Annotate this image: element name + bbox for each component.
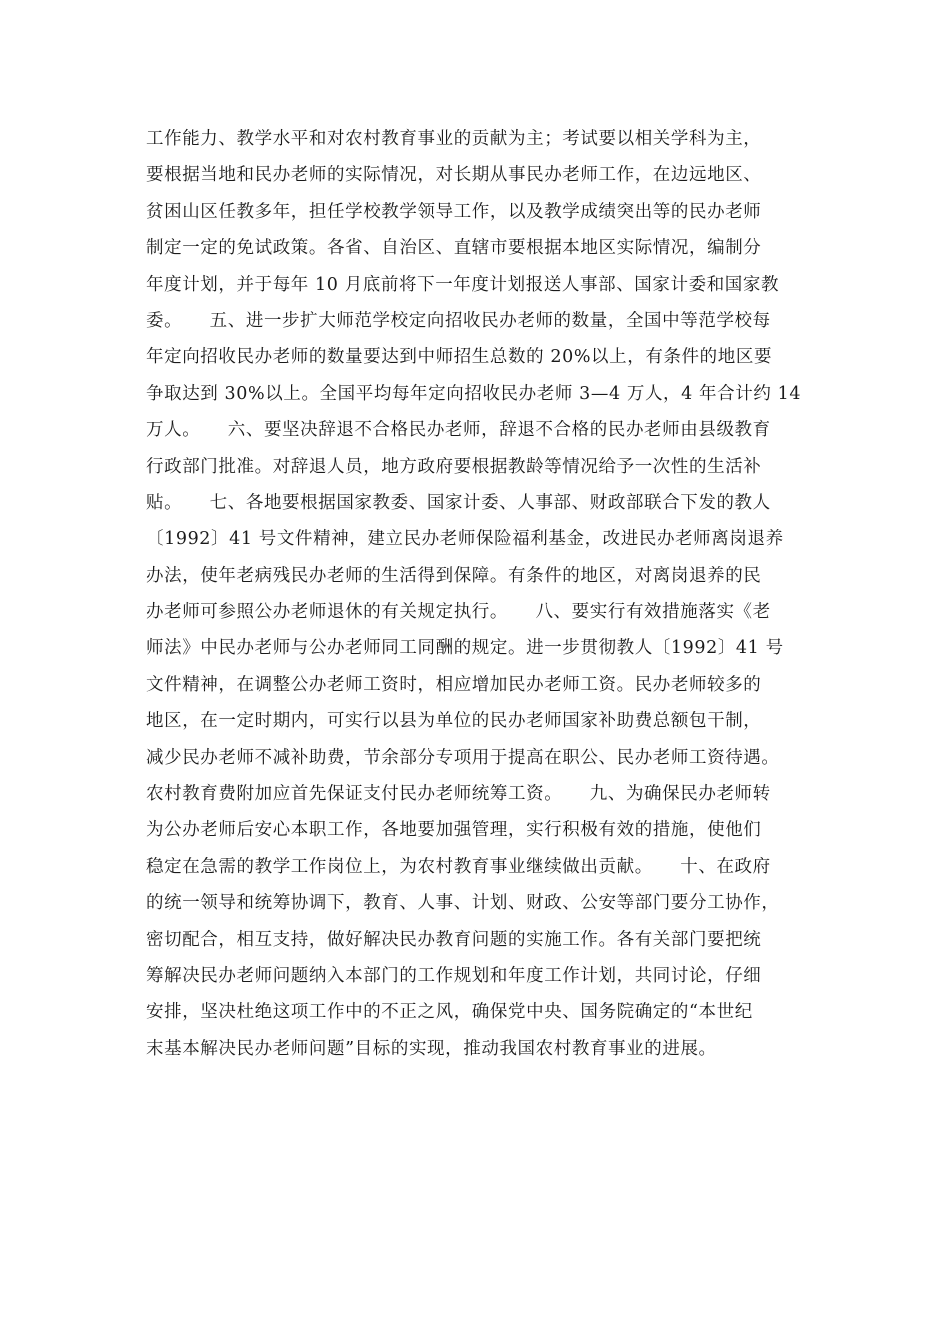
- text-line: 办老师可参照公办老师退休的有关规定执行。 八、要实行有效措施落实《老: [146, 602, 771, 623]
- text-line: 文件精神，在调整公办老师工资时，相应增加民办老师工资。民办老师较多的: [146, 674, 762, 695]
- text-line: 办法，使年老病残民办老师的生活得到保障。有条件的地区，对离岗退养的民: [146, 565, 762, 586]
- text-line: 贴。 七、各地要根据国家教委、国家计委、人事部、财政部联合下发的教人: [146, 492, 771, 513]
- text-line: 为公办老师后安心本职工作，各地要加强管理，实行积极有效的措施，使他们: [146, 820, 762, 841]
- text-line: 要根据当地和民办老师的实际情况，对长期从事民办老师工作，在边远地区、: [146, 165, 762, 186]
- text-line: 行政部门批准。对辞退人员，地方政府要根据教龄等情况给予一次性的生活补: [146, 456, 762, 477]
- text-line: 稳定在急需的教学工作岗位上，为农村教育事业继续做出贡献。 十、在政府: [146, 856, 771, 877]
- text-line: 师法》中民办老师与公办老师同工同酬的规定。进一步贯彻教人〔1992〕41 号: [146, 638, 784, 659]
- text-line: 筹解决民办老师问题纳入本部门的工作规划和年度工作计划，共同讨论，仔细: [146, 965, 762, 986]
- document-body-text: [146, 121, 826, 1067]
- text-line: 贫困山区任教多年，担任学校教学领导工作，以及教学成绩突出等的民办老师: [146, 201, 762, 222]
- text-line: 争取达到 30%以上。全国平均每年定向招收民办老师 3—4 万人，4 年合计约 14: [146, 383, 802, 404]
- text-line: 工作能力、教学水平和对农村教育事业的贡献为主；考试要以相关学科为主，: [146, 129, 762, 149]
- text-line: 农村教育费附加应首先保证支付民办老师统筹工资。 九、为确保民办老师转: [146, 784, 771, 805]
- text-line: 万人。 六、要坚决辞退不合格民办老师，辞退不合格的民办老师由县级教育: [146, 420, 771, 441]
- text-line: 末基本解决民办老师问题”目标的实现，推动我国农村教育事业的进展。: [146, 1038, 717, 1059]
- text-line: 地区，在一定时期内，可实行以县为单位的民办老师国家补助费总额包干制，: [146, 711, 762, 732]
- text-line: 委。 五、进一步扩大师范学校定向招收民办老师的数量，全国中等范学校每: [146, 310, 771, 331]
- text-line: 年度计划，并于每年 10 月底前将下一年度计划报送人事部、国家计委和国家教: [146, 274, 780, 295]
- text-line: 年定向招收民办老师的数量要达到中师招生总数的 20%以上，有条件的地区要: [146, 347, 773, 368]
- text-line: 减少民办老师不减补助费，节余部分专项用于提高在职公、民办老师工资待遇。: [146, 747, 780, 768]
- text-line: 〔1992〕41 号文件精神，建立民办老师保险福利基金，改进民办老师离岗退养: [146, 529, 784, 550]
- text-line: 的统一领导和统筹协调下，教育、人事、计划、财政、公安等部门要分工协作，: [146, 893, 780, 914]
- text-line: 制定一定的免试政策。各省、自治区、直辖市要根据本地区实际情况，编制分: [146, 238, 762, 259]
- text-line: 安排，坚决杜绝这项工作中的不正之风，确保党中央、国务院确定的“本世纪: [146, 1002, 753, 1023]
- text-line: 密切配合，相互支持，做好解决民办教育问题的实施工作。各有关部门要把统: [146, 929, 762, 950]
